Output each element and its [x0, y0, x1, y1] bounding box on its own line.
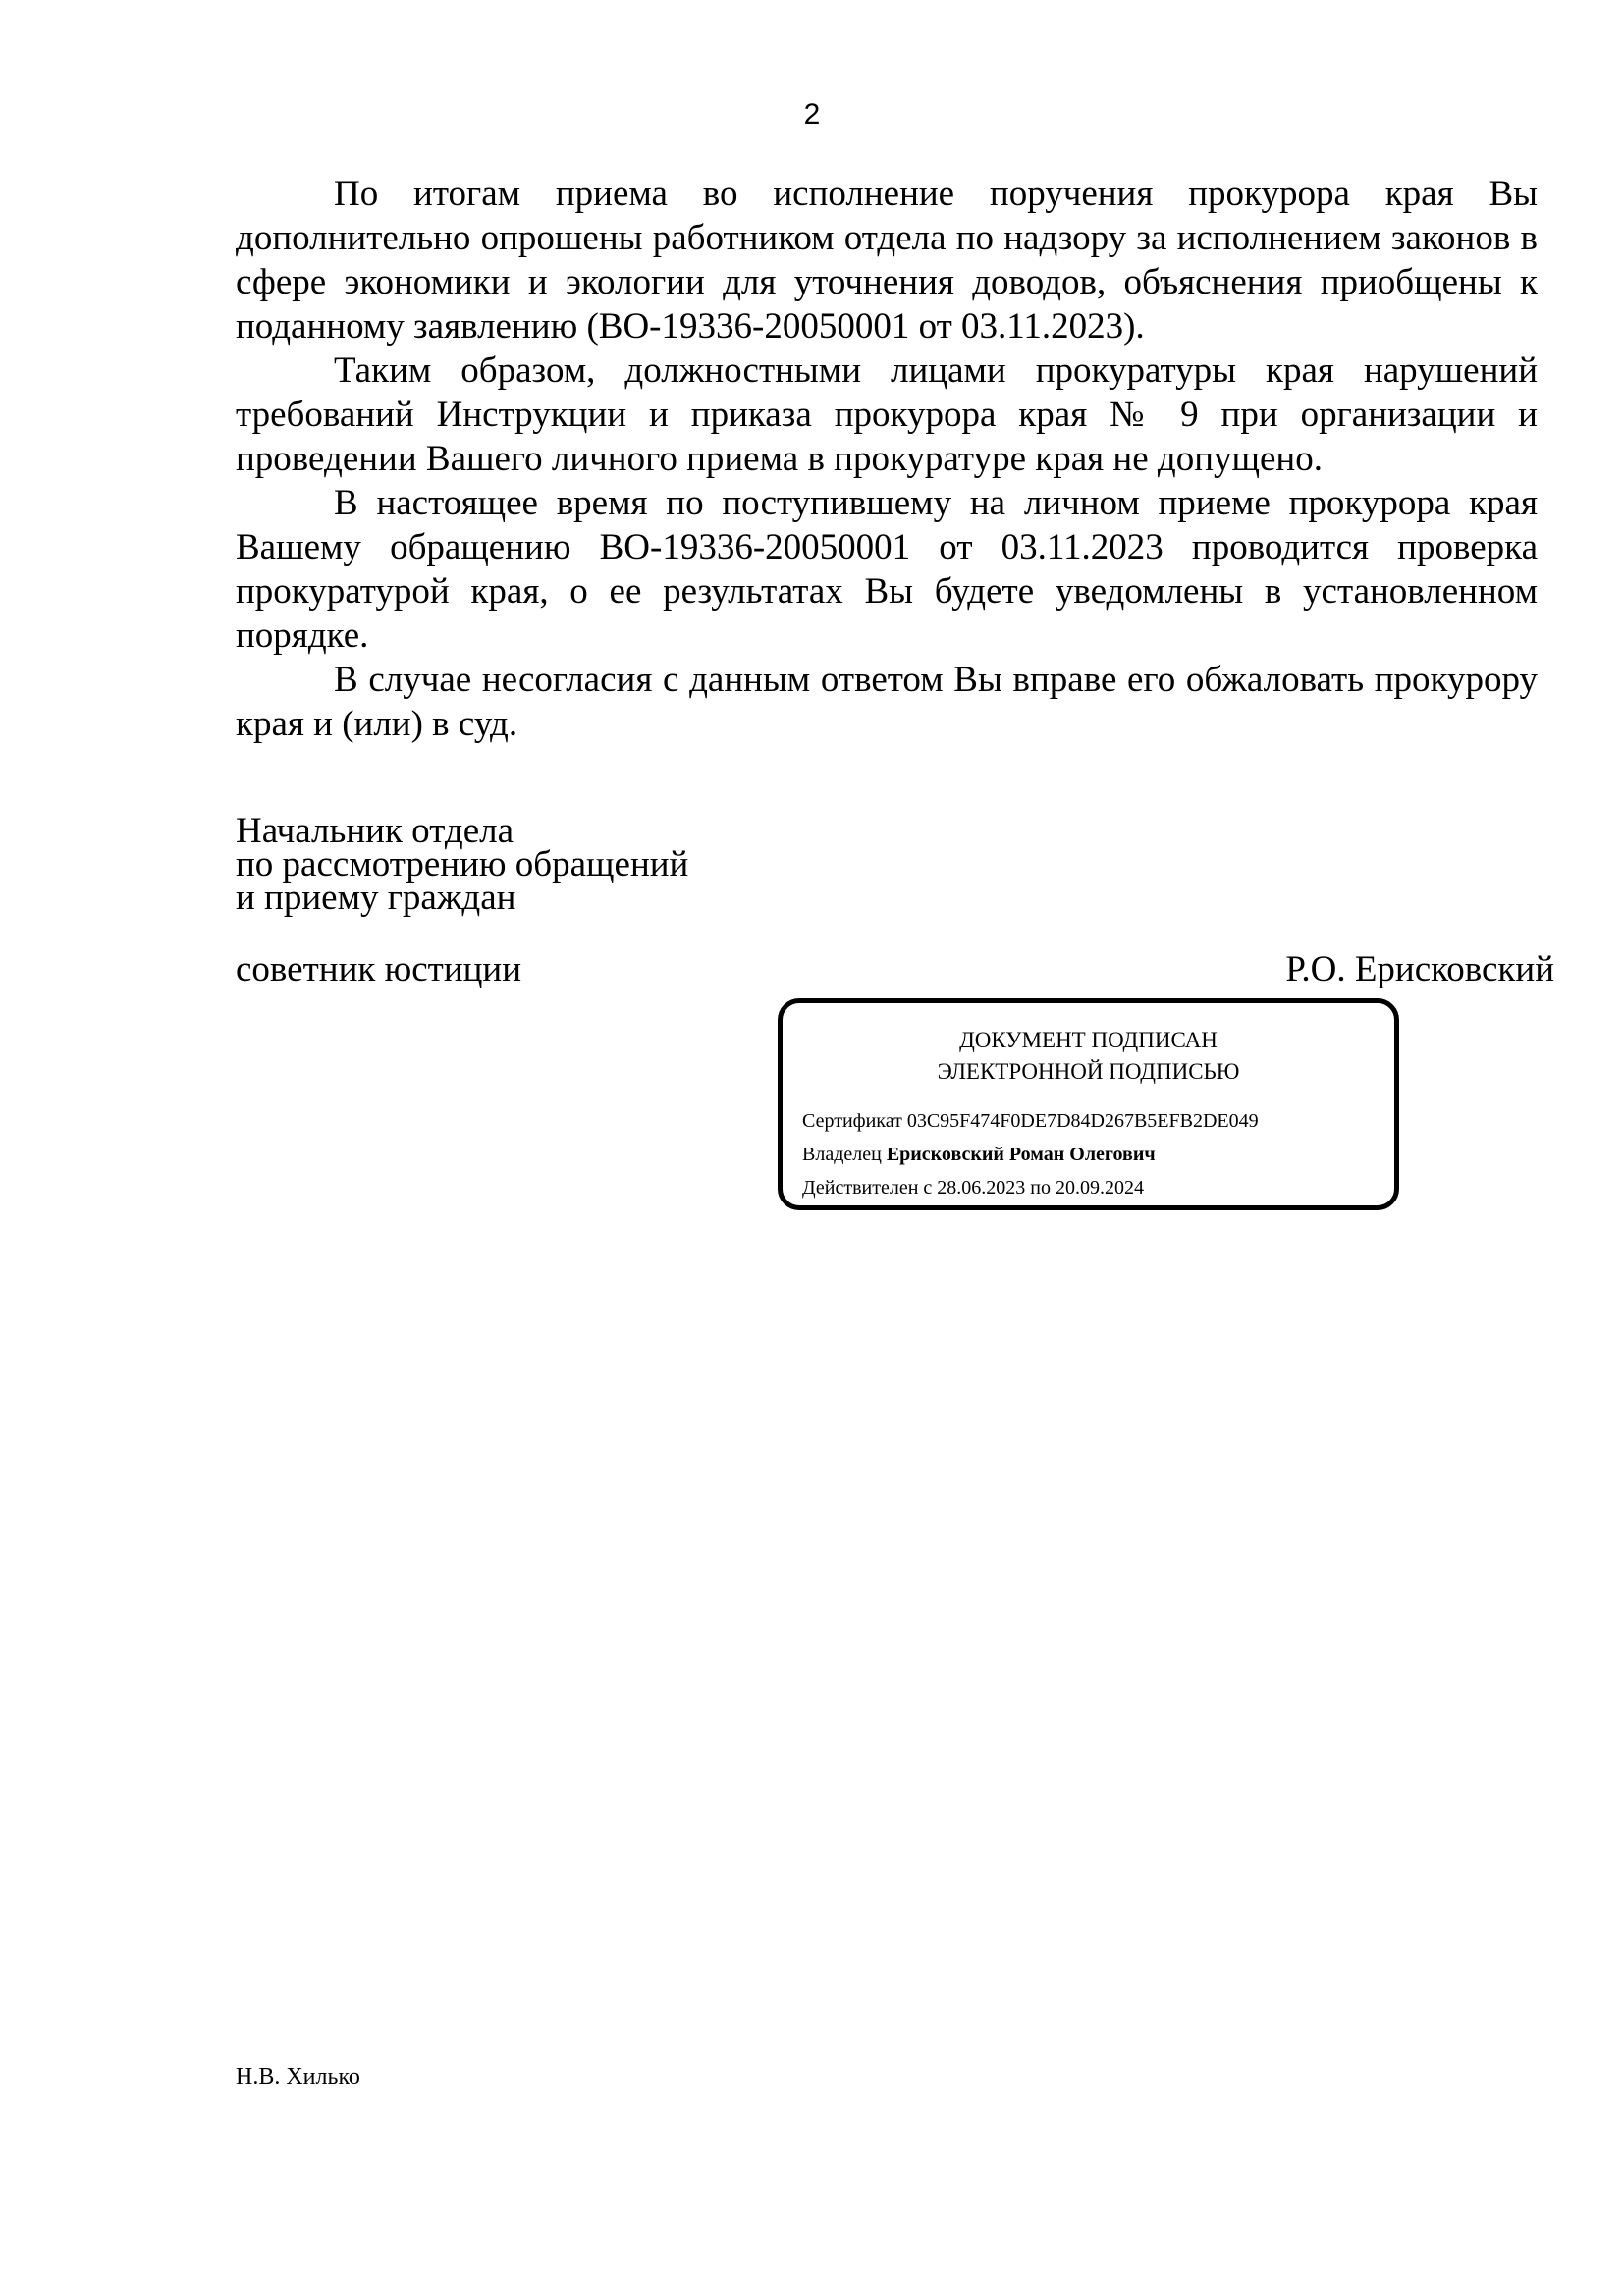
paragraph-no-violations: Таким образом, должностными лицами прокуратуры края нарушений требований Инструкции и приказа прокурора края № 9 при организации и проведении Вашего личного приема в прокуратуре края не допущено.: [236, 350, 1538, 479]
letter-body: [236, 172, 1538, 746]
stamp-title-line: ДОКУМЕНТ ПОДПИСАН: [959, 1028, 1218, 1052]
owner-value: Ерисковский Роман Олегович: [886, 1144, 1156, 1165]
certificate-value: 03C95F474F0DE7D84D267B5EFB2DE049: [906, 1110, 1259, 1132]
valid-from-date: 28.06.2023: [937, 1177, 1026, 1199]
valid-to-label: по: [1030, 1177, 1051, 1199]
signer-position-line: Начальник отдела: [236, 811, 514, 851]
stamp-title: [783, 1025, 1394, 1088]
page-number: 2: [803, 98, 821, 131]
executor-name: Н.В. Хилько: [236, 2064, 360, 2090]
stamp-certificate-row: [802, 1108, 1259, 1134]
paragraph-appeal-right: В случае несогласия с данным ответом Вы вправе его обжаловать прокурору края и (или) в суд.: [236, 660, 1538, 744]
signer-name: Р.О. Ерисковский: [1285, 949, 1554, 989]
valid-to-date: 20.09.2024: [1056, 1177, 1144, 1199]
valid-from-label: Действителен с: [802, 1177, 933, 1199]
stamp-owner-row: [802, 1142, 1156, 1167]
signer-rank: советник юстиции: [236, 949, 522, 989]
paragraph-reception-results: По итогам приема во исполнение поручения прокурора края Вы дополнительно опрошены работником отдела по надзору за исполнением законов в сфере экономики и экологии для уточнения доводов, объяснения приобщены к поданному заявлению (ВО-19336-20050001 от 03.11.2023).: [236, 174, 1538, 347]
paragraph-inspection-in-progress: В настоящее время по поступившему на личном приеме прокурора края Вашему обращению ВО-19336-20050001 от 03.11.2023 проводится проверка прокуратурой края, о ее результатах Вы будете уведомлены в установленном порядке.: [236, 483, 1538, 656]
stamp-validity-row: [802, 1175, 1144, 1201]
signer-position: [236, 811, 689, 918]
electronic-signature-stamp: [778, 998, 1399, 1210]
certificate-label: Сертификат: [802, 1110, 902, 1132]
signer-position-line: по рассмотрению обращений: [236, 844, 689, 884]
stamp-title-line: ЭЛЕКТРОННОЙ ПОДПИСЬЮ: [937, 1059, 1240, 1084]
owner-label: Владелец: [802, 1144, 882, 1165]
signer-position-line: и приему граждан: [236, 878, 516, 918]
